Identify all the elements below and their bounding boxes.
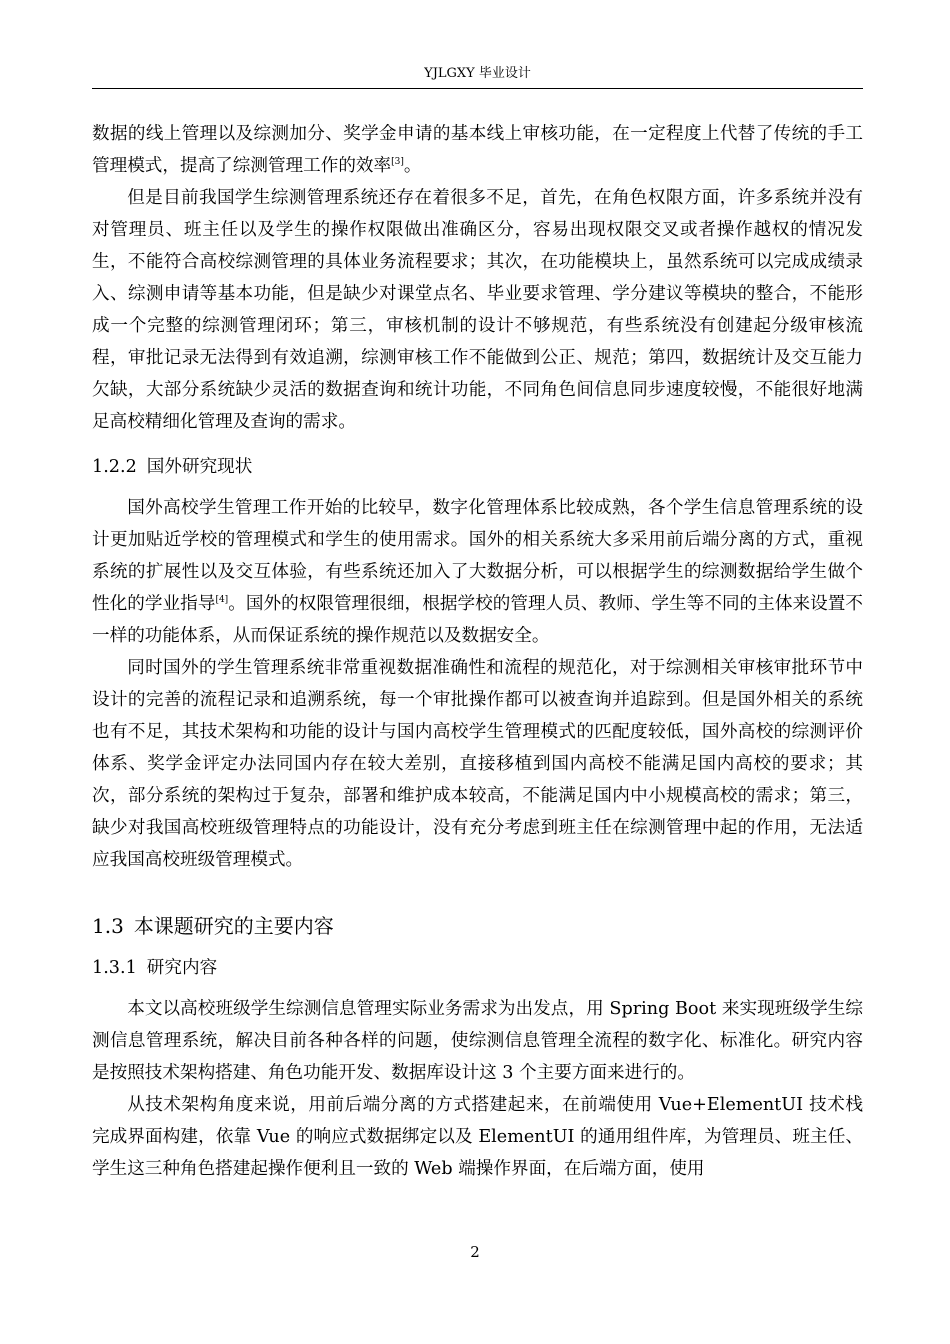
paragraph-domestic-shortcomings: 但是目前我国学生综测管理系统还存在着很多不足，首先，在角色权限方面，许多系统并没有对管理员、班主任以及学生的操作权限做出准确区分，容易出现权限交叉或者操作越权的情况发生，不能符合高校综测管理的具体业务流程要求；其次，在功能模块上，虽然系统可以完成成绩录入、综测申请等基本功能，但是缺少对课堂点名、毕业要求管理、学分建议等模块的整合，不能形成一个完整的综测管理闭环；第三，审核机制的设计不够规范，有些系统没有创建起分级审核流程，审批记录无法得到有效追溯，综测审核工作不能做到公正、规范；第四，数据统计及交互能力欠缺，大部分系统缺少灵活的数据查询和统计功能，不同角色间信息同步速度较慢，不能很好地满足高校精细化管理及查询的需求。 bbox=[92, 188, 863, 432]
section-number: 1.3.1 bbox=[92, 958, 137, 978]
section-heading-1-2-2 bbox=[92, 451, 863, 483]
paragraph-foreign-shortcomings: 同时国外的学生管理系统非常重视数据准确性和流程的规范化，对于综测相关审核审批环节中设计的完善的流程记录和追溯系统，每一个审批操作都可以被查询并追踪到。但是国外相关的系统也有不足，其技术架构和功能的设计与国内高校学生管理模式的匹配度较低，国外高校的综测评价体系、奖学金评定办法同国内存在较大差别，直接移植到国内高校不能满足国内高校的要求；其次，部分系统的架构过于复杂，部署和维护成本较高，不能满足国内中小规模高校的需求；第三，缺少对我国高校班级管理特点的功能设计，没有充分考虑到班主任在综测管理中起的作用，无法适应我国高校班级管理模式。 bbox=[92, 658, 863, 870]
section-title: 本课题研究的主要内容 bbox=[133, 914, 334, 938]
paragraph-text-end: 。国外的权限管理很细，根据学校的管理人员、教师、学生等不同的主体来设置不一样的功能体系，从而保证系统的操作规范以及数据安全。 bbox=[92, 594, 863, 646]
section-number: 1.2.2 bbox=[92, 457, 137, 477]
citation-ref: [3] bbox=[391, 157, 404, 168]
paragraph-architecture: 从技术架构角度来说，用前后端分离的方式搭建起来，在前端使用 Vue+ElementUI 技术栈完成界面构建，依靠 Vue 的响应式数据绑定以及 ElementUI 的通用组件库，为管理员、班主任、学生这三种角色搭建起操作便利且一致的 Web 端操作界面，在后端方面，使用 bbox=[92, 1095, 863, 1179]
header-title: YJLGXY 毕业设计 bbox=[424, 66, 531, 81]
section-number: 1.3 bbox=[92, 914, 124, 938]
citation-ref: [4] bbox=[215, 595, 229, 606]
section-heading-1-3 bbox=[92, 910, 863, 942]
section-title: 国外研究现状 bbox=[146, 457, 253, 477]
paragraph-continued bbox=[92, 118, 863, 182]
section-title: 研究内容 bbox=[146, 958, 218, 978]
paragraph-research-content: 本文以高校班级学生综测信息管理实际业务需求为出发点，用 Spring Boot 来实现班级学生综测信息管理系统，解决目前各种各样的问题，使综测信息管理全流程的数字化、标准化。研究内容是按照技术架构搭建、角色功能开发、数据库设计这 3 个主要方面来进行的。 bbox=[92, 999, 863, 1083]
paragraph-text-end: 。 bbox=[403, 156, 422, 176]
page-number: 2 bbox=[470, 1243, 480, 1261]
section-heading-1-3-1 bbox=[92, 952, 863, 984]
page-body bbox=[92, 118, 863, 1185]
paragraph-text: 数据的线上管理以及综测加分、奖学金申请的基本线上审核功能，在一定程度上代替了传统的手工管理模式，提高了综测管理工作的效率 bbox=[92, 124, 863, 176]
page-header bbox=[92, 64, 863, 89]
paragraph-text: 国外高校学生管理工作开始的比较早，数字化管理体系比较成熟，各个学生信息管理系统的设计更加贴近学校的管理模式和学生的使用需求。国外的相关系统大多采用前后端分离的方式，重视系统的扩展性以及交互体验，有些系统还加入了大数据分析，可以根据学生的综测数据给学生做个性化的学业指导 bbox=[92, 498, 863, 614]
paragraph-foreign-research bbox=[92, 492, 863, 652]
